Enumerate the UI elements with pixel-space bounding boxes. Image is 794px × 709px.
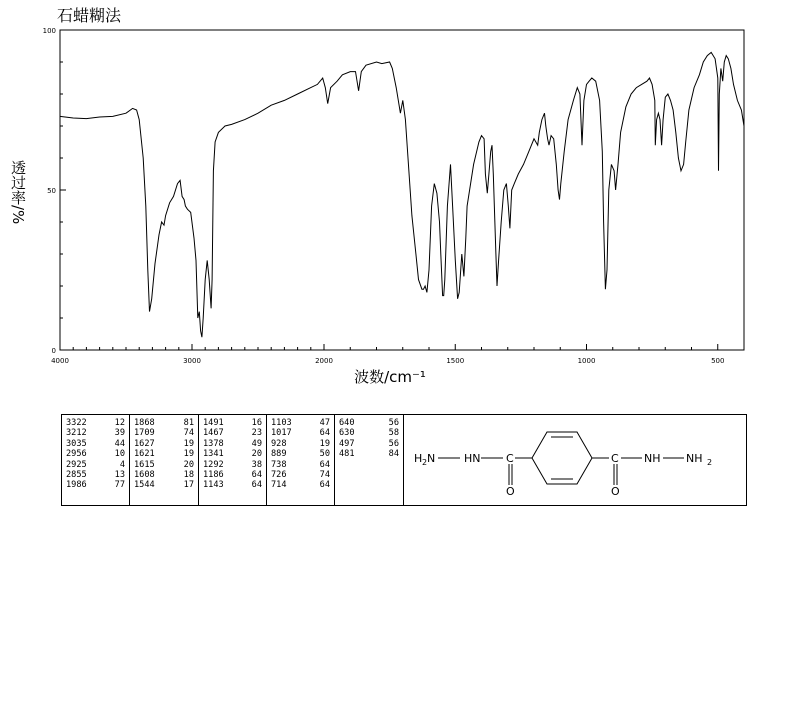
peak-table-row — [339, 439, 399, 449]
peak-wavenumber: 1608 — [134, 470, 155, 481]
y-tick-label: 0 — [51, 347, 56, 355]
peak-table-row — [134, 418, 194, 428]
x-tick-label: 4000 — [51, 357, 69, 365]
peak-table-row — [66, 449, 125, 459]
o-right: O — [611, 485, 620, 498]
peak-table-row — [203, 449, 262, 459]
peak-transmittance: 74 — [319, 470, 330, 481]
nh2-right: NH — [686, 452, 703, 465]
peak-table-row — [66, 418, 125, 428]
plot-frame — [60, 30, 744, 350]
peak-wavenumber: 640 — [339, 418, 355, 428]
spectrum-series-line — [60, 52, 744, 337]
peak-transmittance: 56 — [388, 418, 399, 428]
sub2-left: 2 — [422, 458, 428, 467]
peak-wavenumber: 2956 — [66, 449, 87, 460]
peak-transmittance: 13 — [114, 470, 125, 481]
x-tick-label: 1500 — [446, 357, 465, 365]
peak-wavenumber: 1986 — [66, 480, 87, 491]
peak-table-row — [271, 470, 330, 480]
c-left: C — [506, 452, 514, 465]
peak-table-row — [134, 428, 194, 438]
peak-table-row — [271, 460, 330, 470]
peak-transmittance: 56 — [388, 438, 399, 449]
peak-transmittance: 64 — [319, 480, 330, 491]
peak-transmittance: 77 — [114, 480, 125, 491]
axis-ticks — [43, 27, 744, 365]
peak-transmittance: 49 — [251, 438, 262, 449]
peak-table-row — [134, 439, 194, 449]
peak-table-row — [203, 460, 262, 470]
peak-wavenumber: 1017 — [271, 428, 292, 439]
peak-wavenumber: 714 — [271, 480, 287, 491]
peak-transmittance: 19 — [183, 449, 194, 460]
x-axis-label: 波数/cm⁻¹ — [354, 368, 426, 386]
peak-table-row — [203, 439, 262, 449]
sub2-right: 2 — [707, 458, 713, 467]
peak-transmittance: 4 — [119, 459, 125, 470]
peak-table-row — [134, 460, 194, 470]
x-tick-label: 1000 — [577, 357, 596, 365]
peak-transmittance: 20 — [183, 459, 194, 470]
peak-transmittance: 19 — [319, 438, 330, 449]
peak-table-row — [339, 428, 399, 438]
peak-table-column — [199, 415, 267, 505]
peak-table-column — [335, 415, 404, 505]
peak-table-row — [203, 470, 262, 480]
peak-table-row — [203, 428, 262, 438]
n-left: N — [427, 452, 436, 465]
peak-wavenumber: 1378 — [203, 438, 224, 449]
y-axis-label: 透过率/% — [9, 160, 27, 225]
peak-wavenumber: 1491 — [203, 418, 224, 428]
peak-wavenumber: 2855 — [66, 470, 87, 481]
peak-table-column — [62, 415, 130, 505]
peak-table-column — [130, 415, 199, 505]
peak-table-row — [66, 439, 125, 449]
chart-title: 石蜡糊法 — [57, 6, 122, 25]
peak-wavenumber: 1186 — [203, 470, 224, 481]
peak-transmittance: 23 — [251, 428, 262, 439]
peak-table-row — [134, 449, 194, 459]
peak-table-row — [66, 460, 125, 470]
peak-table-row — [271, 449, 330, 459]
peak-wavenumber: 497 — [339, 438, 355, 449]
peak-table-row — [271, 439, 330, 449]
peak-table-row — [271, 428, 330, 438]
peak-table — [61, 414, 747, 506]
peak-wavenumber: 1103 — [271, 418, 292, 428]
hn-left: HN — [464, 452, 481, 465]
terephthalic-dihydrazide-structure — [404, 415, 744, 505]
peak-wavenumber: 1544 — [134, 480, 155, 491]
peak-table-row — [66, 428, 125, 438]
peak-transmittance: 58 — [388, 428, 399, 439]
peak-transmittance: 47 — [319, 418, 330, 428]
peak-table-row — [271, 418, 330, 428]
nh-right: NH — [644, 452, 661, 465]
peak-transmittance: 64 — [251, 480, 262, 491]
peak-transmittance: 10 — [114, 449, 125, 460]
peak-table-row — [66, 470, 125, 480]
peak-table-row — [339, 449, 399, 459]
peak-wavenumber: 630 — [339, 428, 355, 439]
peak-transmittance: 12 — [114, 418, 125, 428]
peak-transmittance: 50 — [319, 449, 330, 460]
peak-transmittance: 84 — [388, 449, 399, 460]
peak-transmittance: 39 — [114, 428, 125, 439]
peak-wavenumber: 928 — [271, 438, 287, 449]
peak-table-row — [134, 470, 194, 480]
peak-wavenumber: 1143 — [203, 480, 224, 491]
c-right: C — [611, 452, 619, 465]
peak-wavenumber: 3322 — [66, 418, 87, 428]
peak-wavenumber: 889 — [271, 449, 287, 460]
y-tick-label: 50 — [47, 187, 56, 195]
peak-table-row — [134, 480, 194, 490]
x-tick-label: 500 — [711, 357, 725, 365]
peak-table-row — [66, 480, 125, 490]
peak-wavenumber: 2925 — [66, 459, 87, 470]
peak-wavenumber: 1621 — [134, 449, 155, 460]
chemical-structure — [404, 415, 746, 505]
peak-table-row — [203, 418, 262, 428]
peak-transmittance: 16 — [251, 418, 262, 428]
h-left: H — [414, 452, 423, 465]
peak-transmittance: 19 — [183, 438, 194, 449]
peak-transmittance: 38 — [251, 459, 262, 470]
peak-table-row — [339, 418, 399, 428]
x-tick-label: 3000 — [183, 357, 201, 365]
peak-wavenumber: 1341 — [203, 449, 224, 460]
peak-wavenumber: 1615 — [134, 459, 155, 470]
peak-transmittance: 17 — [183, 480, 194, 491]
peak-transmittance: 44 — [114, 438, 125, 449]
peak-wavenumber: 1292 — [203, 459, 224, 470]
y-tick-label: 100 — [42, 27, 56, 35]
peak-wavenumber: 481 — [339, 449, 355, 460]
peak-wavenumber: 1868 — [134, 418, 155, 428]
peak-transmittance: 18 — [183, 470, 194, 481]
peak-wavenumber: 1709 — [134, 428, 155, 439]
peak-wavenumber: 3035 — [66, 438, 87, 449]
peak-wavenumber: 3212 — [66, 428, 87, 439]
peak-transmittance: 64 — [319, 459, 330, 470]
x-tick-label: 2000 — [315, 357, 333, 365]
peak-transmittance: 74 — [183, 428, 194, 439]
peak-transmittance: 81 — [183, 418, 194, 428]
peak-wavenumber: 726 — [271, 470, 287, 481]
peak-transmittance: 64 — [251, 470, 262, 481]
peak-table-column — [267, 415, 335, 505]
peak-transmittance: 20 — [251, 449, 262, 460]
peak-table-row — [203, 480, 262, 490]
peak-table-row — [271, 480, 330, 490]
peak-wavenumber: 1467 — [203, 428, 224, 439]
peak-wavenumber: 738 — [271, 459, 287, 470]
o-left: O — [506, 485, 515, 498]
peak-wavenumber: 1627 — [134, 438, 155, 449]
peak-transmittance: 64 — [319, 428, 330, 439]
